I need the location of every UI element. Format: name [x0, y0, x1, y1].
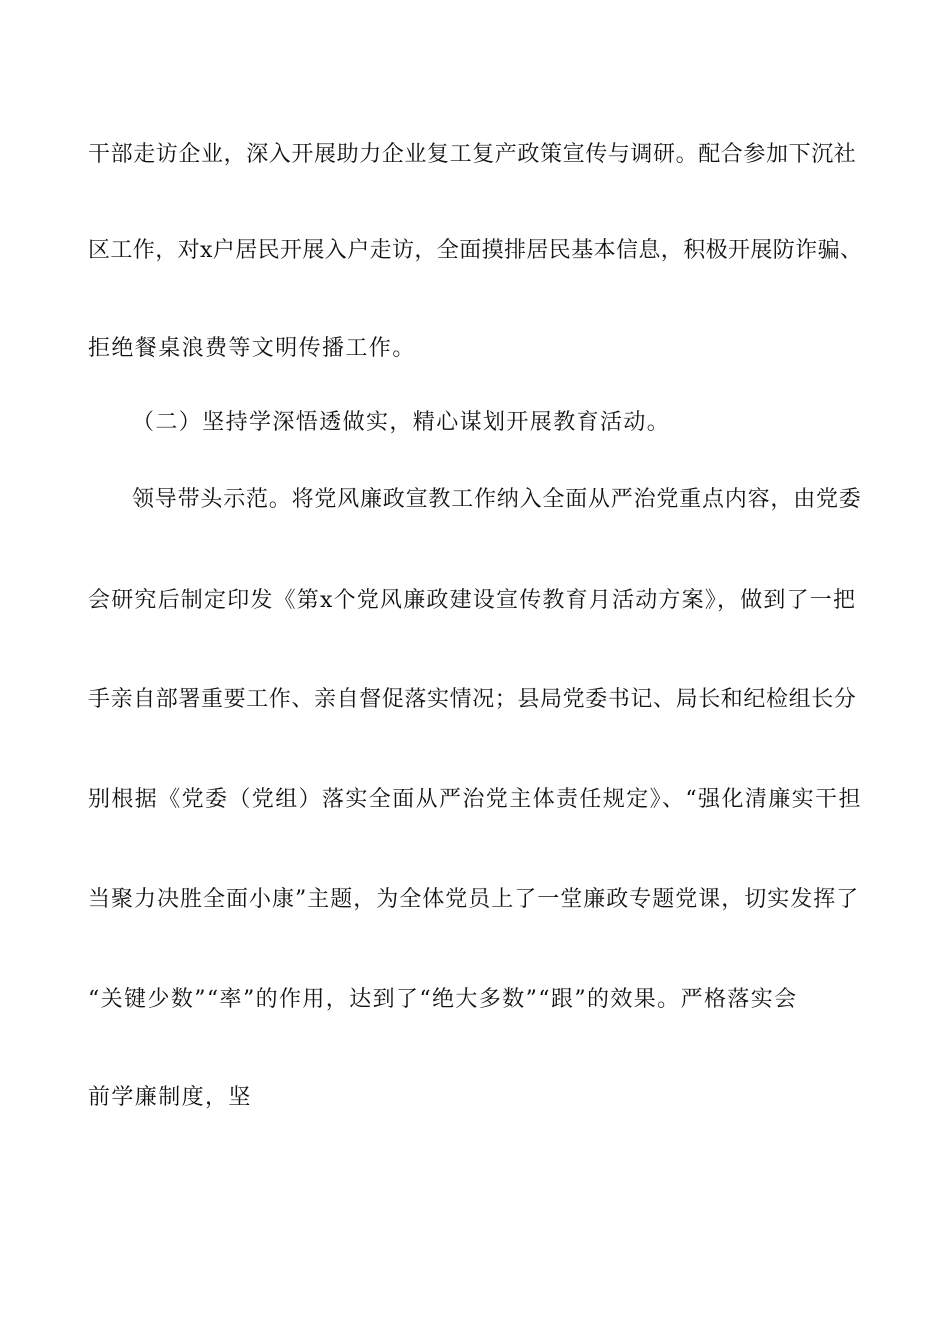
paragraph-line: 区工作，对x户居民开展入户走访，全面摸排居民基本信息，积极开展防诈骗、: [88, 238, 863, 263]
section-heading: （二）坚持学深悟透做实，精心谋划开展教育活动。: [132, 410, 671, 435]
paragraph-line: 领导带头示范。将党风廉政宣教工作纳入全面从严治党重点内容，由党委: [132, 487, 862, 512]
paragraph-line: 手亲自部署重要工作、亲自督促落实情况；县局党委书记、局长和纪检组长分: [88, 687, 857, 712]
paragraph-line: 拒绝餐桌浪费等文明传播工作。: [88, 336, 416, 361]
paragraph-line: 前学廉制度，坚: [88, 1085, 252, 1110]
paragraph-line: 会研究后制定印发《第x个党风廉政建设宣传教育月活动方案》，做到了一把: [88, 588, 857, 613]
paragraph-line: 当聚力决胜全面小康”主题，为全体党员上了一堂廉政专题党课，切实发挥了: [88, 887, 860, 912]
paragraph-line: “关键少数”“率”的作用，达到了“绝大多数”“跟”的效果。严格落实会: [88, 987, 798, 1012]
paragraph-line: 干部走访企业，深入开展助力企业复工复产政策宣传与调研。配合参加下沉社: [88, 142, 857, 167]
paragraph-line: 别根据《党委（党组）落实全面从严治党主体责任规定》、“强化清廉实干担: [88, 787, 862, 812]
